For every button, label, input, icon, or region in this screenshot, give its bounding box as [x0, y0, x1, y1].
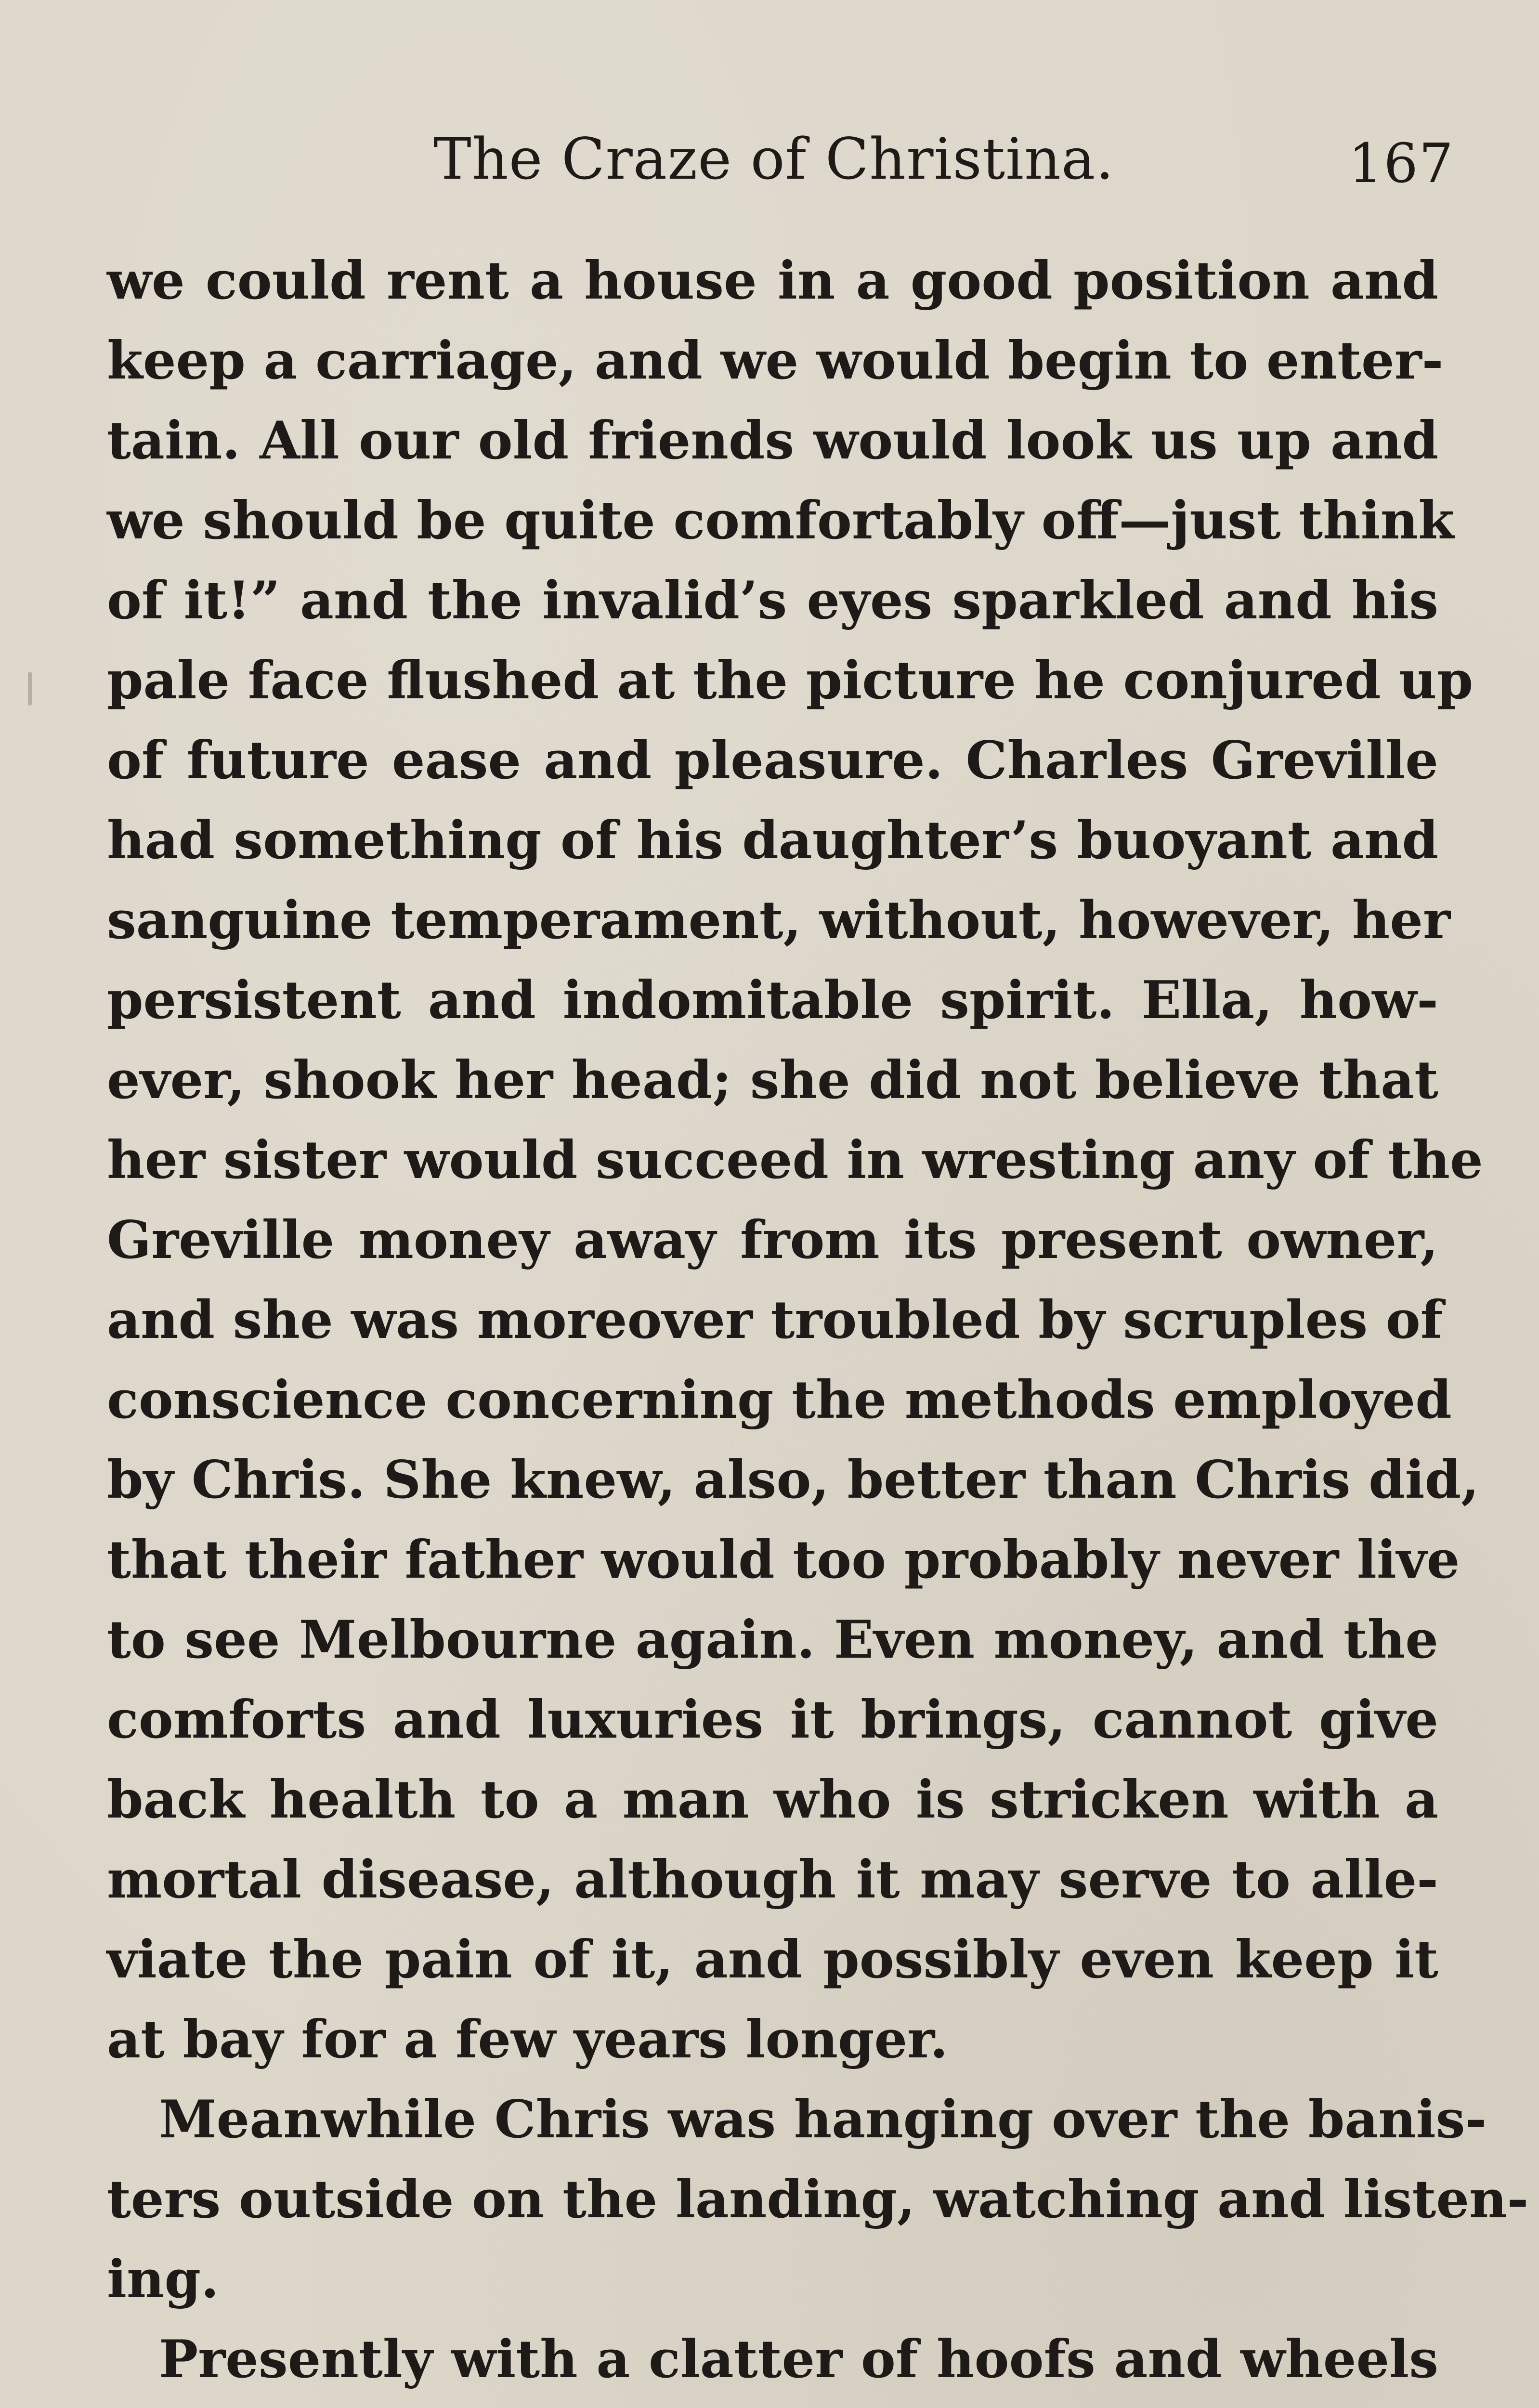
text-line: by Chris. She knew, also, better than Chris did, [107, 1450, 1479, 1510]
text-line: of future ease and pleasure. Charles Greville [107, 730, 1438, 791]
text-line: sanguine temperament, without, however, her [107, 890, 1450, 951]
text-line: conscience concerning the methods employed [107, 1370, 1452, 1430]
text-line: of it!” and the invalid’s eyes sparkled and his [107, 570, 1438, 631]
text-line: Greville money away from its present owner, [107, 1210, 1438, 1270]
text-line: mortal disease, although it may serve to alle- [107, 1849, 1438, 1910]
text-line: her sister would succeed in wresting any of the [107, 1130, 1483, 1191]
text-line: we could rent a house in a good position and [107, 250, 1438, 311]
text-line: that their father would too probably never live [107, 1530, 1460, 1590]
text-line: viate the pain of it, and possibly even keep it [107, 1929, 1438, 1990]
text-line: pale face flushed at the picture he conjured up [107, 650, 1474, 711]
text-line: had something of his daughter’s buoyant and [107, 810, 1438, 871]
page-number: 167 [1348, 132, 1454, 195]
paragraph-end-line: ing. [107, 2249, 219, 2310]
text-line: we should be quite comfortably off—just think [107, 490, 1454, 551]
paragraph-end-line: at bay for a few years longer. [107, 2009, 948, 2070]
running-header [106, 120, 1454, 197]
text-line: and she was moreover troubled by scruples of [107, 1290, 1443, 1350]
text-line: ters outside on the landing, watching and listen- [107, 2169, 1529, 2230]
paragraph-start-line: Presently with a clatter of hoofs and wheels [159, 2329, 1438, 2390]
text-line: back health to a man who is stricken with a [107, 1769, 1438, 1830]
running-title: The Craze of Christina. [433, 126, 1114, 192]
text-line [107, 2399, 1438, 2408]
text-line: keep a carriage, and we would begin to enter- [107, 330, 1444, 391]
text-line: persistent and indomitable spirit. Ella, how- [107, 970, 1438, 1031]
text-line: tain. All our old friends would look us up and [107, 410, 1438, 471]
text-line: comforts and luxuries it brings, cannot give [107, 1689, 1438, 1750]
body-text [107, 241, 1529, 2408]
text-line: ever, shook her head; she did not believe that [107, 1050, 1438, 1111]
page-edge-mark [28, 672, 32, 706]
text-line: to see Melbourne again. Even money, and the [107, 1610, 1438, 1670]
paragraph-start-line: Meanwhile Chris was hanging over the banis- [159, 2089, 1487, 2150]
